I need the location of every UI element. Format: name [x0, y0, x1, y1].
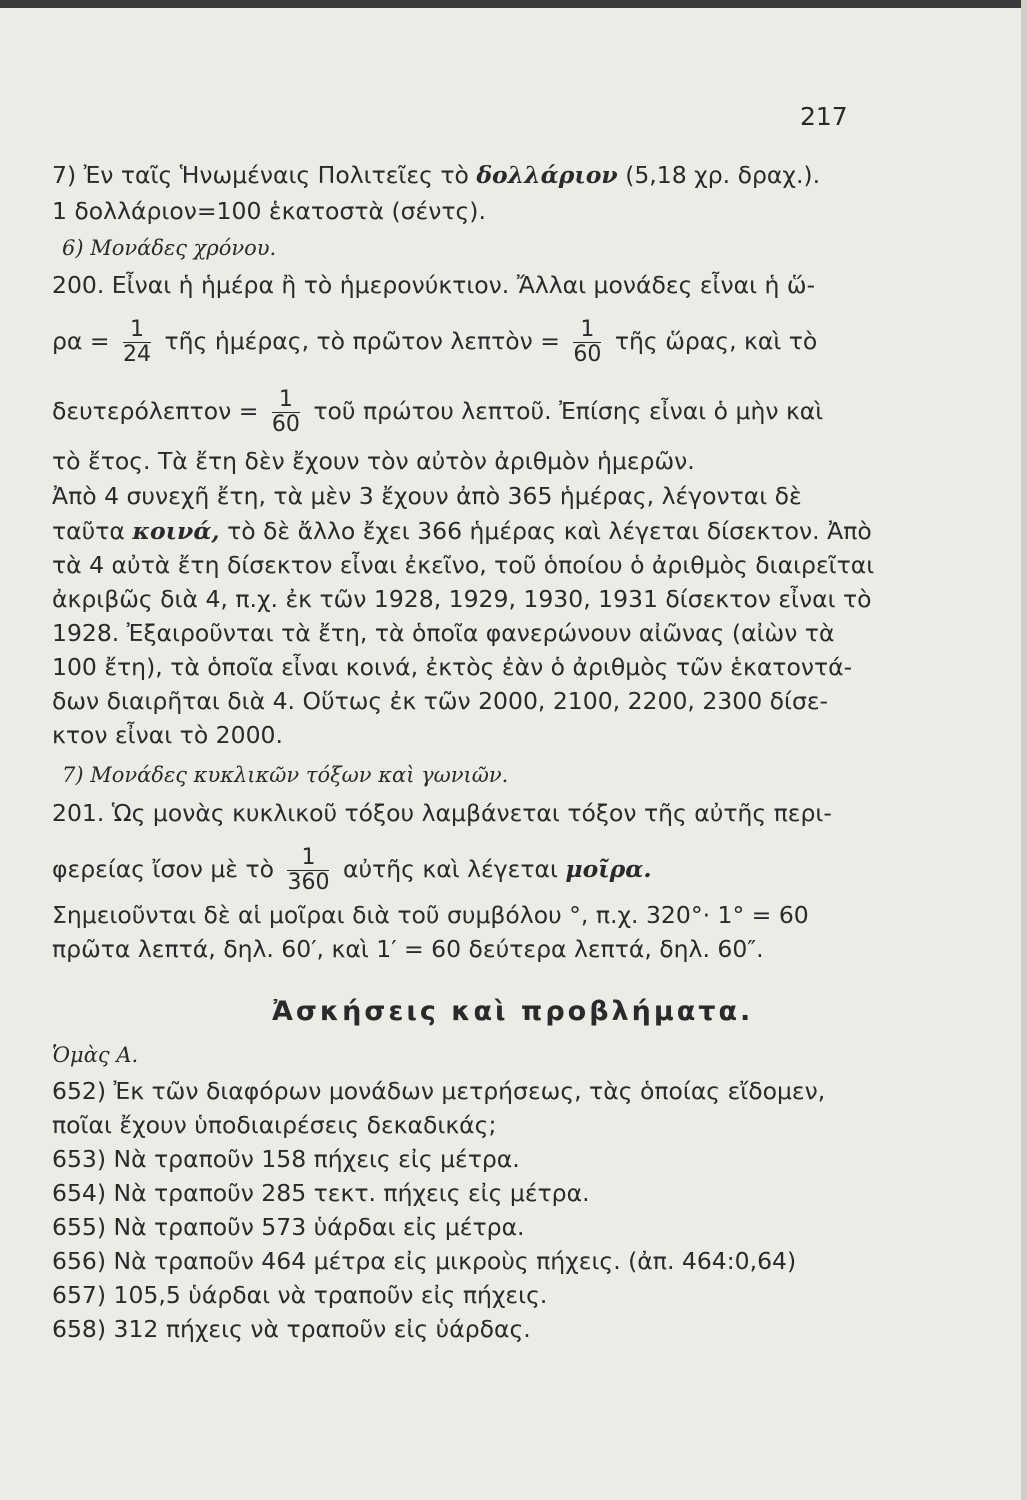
scan-right-edge	[1021, 0, 1027, 1500]
text-line-15: κτον εἶναι τὸ 2000.	[52, 721, 283, 749]
section-heading-arc-units: 7) Μονάδες κυκλικῶν τόξων καὶ γωνιῶν.	[62, 763, 509, 787]
text-line-20: πρῶτα λεπτά, δηλ. 60′, καὶ 1′ = 60 δεύτερα λεπτά, δηλ. 60″.	[52, 935, 764, 963]
text-line-7: τὸ ἔτος. Τὰ ἔτη δὲν ἔχουν τὸν αὐτὸν ἀριθμὸν ἡμερῶν.	[52, 447, 695, 475]
fraction-1-360: $\frac{1}{360}$	[287, 845, 330, 895]
page-number: 217	[800, 102, 848, 131]
exercise-657: 657) 105,5 ὑάρδαι νὰ τραποῦν εἰς πήχεις.	[52, 1281, 548, 1309]
text-line-1: 7) Ἐν ταῖς Ἡνωμέναις Πολιτεῖες τὸ δολλάριον (5,18 χρ. δραχ.).	[52, 161, 821, 189]
text-line-13: 100 ἔτη), τὰ ὁποῖα εἶναι κοινά, ἐκτὸς ἐὰν ὁ ἀριθμὸς τῶν ἑκατοντά-	[52, 653, 853, 681]
group-label: Ὁμὰς Α.	[52, 1043, 139, 1067]
exercise-654: 654) Νὰ τραποῦν 285 τεκτ. πήχεις εἰς μέτρα.	[52, 1179, 590, 1207]
exercise-656: 656) Νὰ τραποῦν 464 μέτρα εἰς μικροὺς πήχεις. (ἀπ. 464:0,64)	[52, 1247, 797, 1275]
text-line-14: δων διαιρῆται διὰ 4. Οὕτως ἐκ τῶν 2000, 2100, 2200, 2300 δίσε-	[52, 687, 829, 715]
exercise-652-line-1: 652) Ἐκ τῶν διαφόρων μονάδων μετρήσεως, τὰς ὁποίας εἴδομεν,	[52, 1077, 826, 1105]
term-degree: μοῖρα.	[565, 855, 652, 883]
text-line-11: ἀκριβῶς διὰ 4, π.χ. ἐκ τῶν 1928, 1929, 1930, 1931 δίσεκτον εἶναι τὸ	[52, 585, 872, 613]
section-heading-time-units: 6) Μονάδες χρόνου.	[62, 236, 277, 260]
fraction-1-24: $\frac{1}{24}$	[123, 317, 152, 367]
exercise-652-line-2: ποῖαι ἔχουν ὑποδιαιρέσεις δεκαδικάς;	[52, 1111, 497, 1139]
text-line-second-def: δευτερόλεπτον = $\frac{1}{60}$ τοῦ πρώτου λεπτοῦ. Ἐπίσης εἶναι ὁ μὴν καὶ	[52, 387, 824, 437]
exercises-heading: Ἀσκήσεις καὶ προβλήματα.	[272, 996, 754, 1027]
text-line-8: Ἀπὸ 4 συνεχῆ ἔτη, τὰ μὲν 3 ἔχουν ἀπὸ 365 ἡμέρας, λέγονται δὲ	[52, 482, 802, 510]
text-line-19: Σημειοῦνται δὲ αἱ μοῖραι διὰ τοῦ συμβόλου °, π.χ. 320°· 1° = 60	[52, 901, 809, 929]
term-common: κοινά,	[132, 517, 220, 545]
text-line-2: 1 δολλάριον=100 ἑκατοστὰ (σέντς).	[52, 197, 486, 225]
exercise-655: 655) Νὰ τραποῦν 573 ὑάρδαι εἰς μέτρα.	[52, 1213, 525, 1241]
scan-top-edge	[0, 0, 1027, 8]
text-line-10: τὰ 4 αὐτὰ ἔτη δίσεκτον εἶναι ἐκεῖνο, τοῦ ὁποίου ὁ ἀριθμὸς διαιρεῖται	[52, 551, 875, 579]
text-line-4: 200. Εἶναι ἡ ἡμέρα ἢ τὸ ἡμερονύκτιον. Ἄλλαι μονάδες εἶναι ἡ ὥ-	[52, 271, 816, 299]
text-line-hour-def: ρα = $\frac{1}{24}$ τῆς ἡμέρας, τὸ πρῶτον λεπτὸν = $\frac{1}{60}$ τῆς ὥρας, καὶ τὸ	[52, 317, 818, 367]
exercise-658: 658) 312 πήχεις νὰ τραποῦν εἰς ὑάρδας.	[52, 1315, 531, 1343]
term-dollar: δολλάριον	[476, 161, 618, 189]
fraction-1-60: $\frac{1}{60}$	[573, 317, 602, 367]
exercise-653: 653) Νὰ τραποῦν 158 πήχεις εἰς μέτρα.	[52, 1145, 520, 1173]
fraction-1-60-b: $\frac{1}{60}$	[271, 387, 300, 437]
text-line-degree-def: φερείας ἴσον μὲ τὸ $\frac{1}{360}$ αὐτῆς καὶ λέγεται μοῖρα.	[52, 845, 652, 895]
text-line-9: ταῦτα κοινά, τὸ δὲ ἄλλο ἔχει 366 ἡμέρας καὶ λέγεται δίσεκτον. Ἀπὸ	[52, 517, 872, 545]
text-line-17: 201. Ὡς μονὰς κυκλικοῦ τόξου λαμβάνεται τόξον τῆς αὐτῆς περι-	[52, 799, 832, 827]
text-line-12: 1928. Ἐξαιροῦνται τὰ ἔτη, τὰ ὁποῖα φανερώνουν αἰῶνας (αἰὼν τὰ	[52, 619, 835, 647]
